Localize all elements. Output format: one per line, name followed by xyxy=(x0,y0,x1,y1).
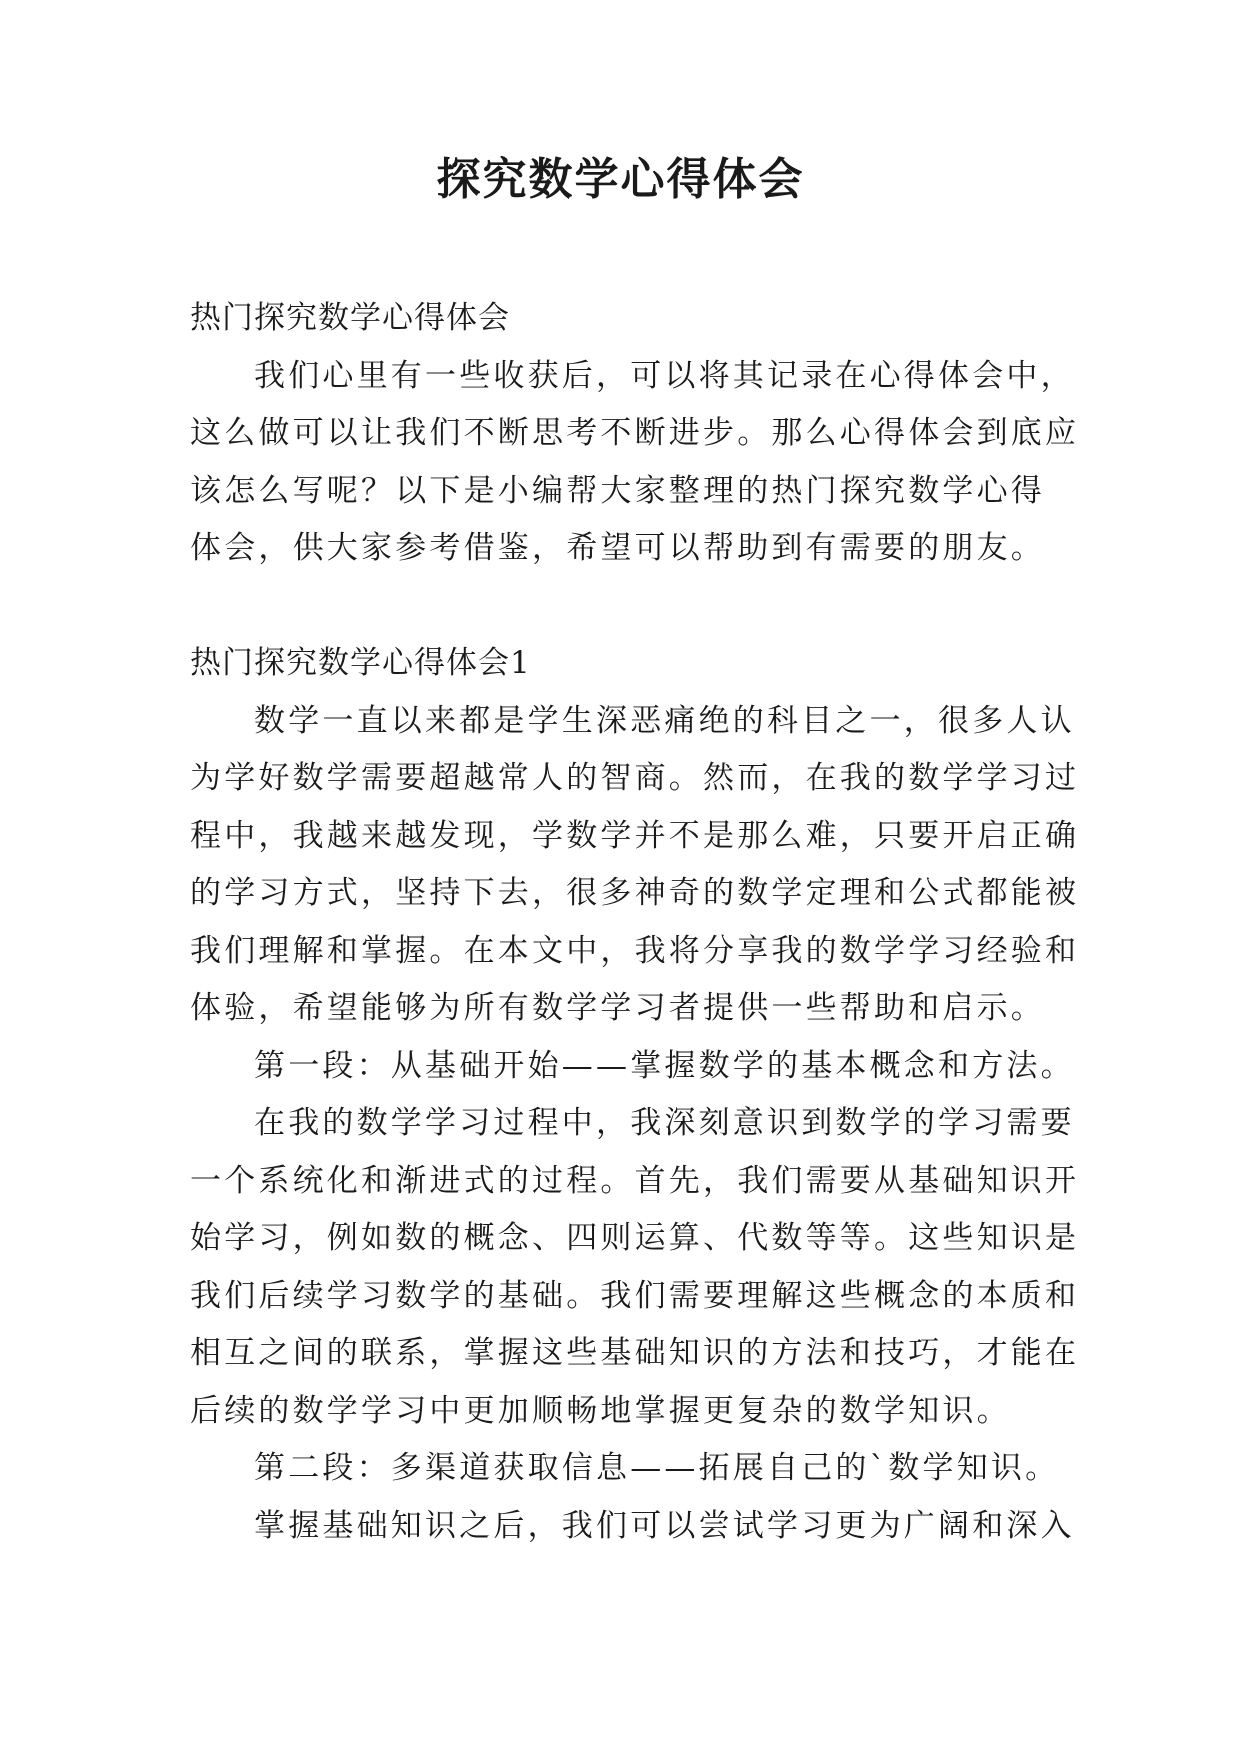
section-paragraph-line: 后续的数学学习中更加顺畅地掌握更复杂的数学知识。 xyxy=(190,1392,1011,1429)
section-paragraph-line: 的学习方式，坚持下去，很多神奇的数学定理和公式都能被 xyxy=(190,875,1080,911)
intro-heading: 热门探究数学心得体会 xyxy=(190,300,510,336)
paragraph-gap xyxy=(190,578,1070,636)
section-paragraph-line: 在我的数学学习过程中，我深刻意识到数学的学习需要 xyxy=(254,1105,1075,1141)
intro-paragraph-line: 这么做可以让我们不断思考不断进步。那么心得体会到底应 xyxy=(190,415,1080,451)
document-title: 探究数学心得体会 xyxy=(436,154,805,205)
section-paragraph-line: 体验，希望能够为所有数学学习者提供一些帮助和启示。 xyxy=(190,990,1045,1026)
section-paragraph-line: 掌握基础知识之后，我们可以尝试学习更为广阔和深入 xyxy=(254,1507,1075,1544)
section-paragraph-line: 我们后续学习数学的基础。我们需要理解这些概念的本质和 xyxy=(190,1277,1080,1314)
section-paragraph-line: 我们理解和掌握。在本文中，我将分享我的数学学习经验和 xyxy=(190,932,1080,969)
intro-paragraph-line: 体会，供大家参考借鉴，希望可以帮助到有需要的朋友。 xyxy=(190,530,1045,566)
subheading-line: 第一段：从基础开始——掌握数学的基本概念和方法。 xyxy=(254,1047,1075,1084)
section-paragraph-line: 相互之间的联系，掌握这些基础知识的方法和技巧，才能在 xyxy=(190,1335,1080,1371)
section-paragraph-line: 为学好数学需要超越常人的智商。然而，在我的数学学习过 xyxy=(190,760,1080,796)
section-paragraph-line: 一个系统化和渐进式的过程。首先，我们需要从基础知识开 xyxy=(190,1162,1080,1199)
subheading-line: 第二段：多渠道获取信息——拓展自己的`数学知识。 xyxy=(254,1450,1060,1486)
document-body xyxy=(190,290,1080,1555)
section-paragraph-line: 程中，我越来越发现，学数学并不是那么难，只要开启正确 xyxy=(190,817,1080,854)
intro-paragraph-line: 我们心里有一些收获后，可以将其记录在心得体会中， xyxy=(254,357,1075,394)
section-paragraph-line: 数学一直以来都是学生深恶痛绝的科目之一，很多人认 xyxy=(254,702,1075,739)
intro-paragraph-line: 该怎么写呢？以下是小编帮大家整理的热门探究数学心得 xyxy=(190,472,1045,509)
section-heading: 热门探究数学心得体会1 xyxy=(190,645,531,681)
section-paragraph-line: 始学习，例如数的概念、四则运算、代数等等。这些知识是 xyxy=(190,1220,1080,1256)
